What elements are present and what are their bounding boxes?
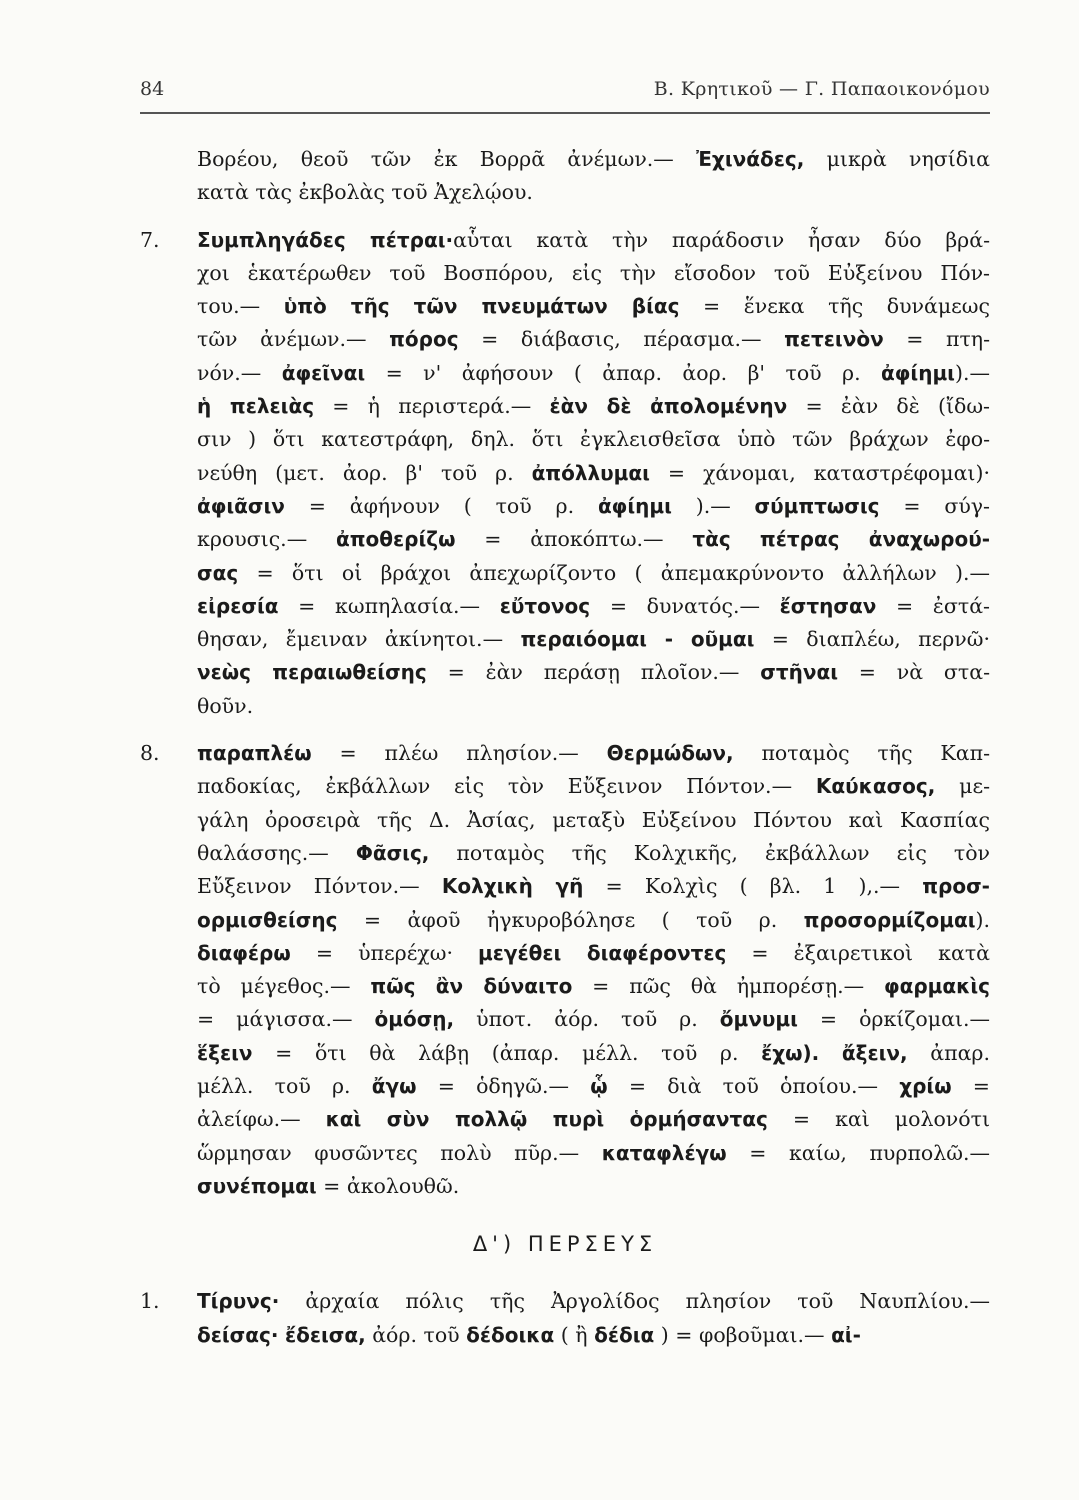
gloss-text: ὥρμησαν φυσῶντες πολὺ πῦρ.— [197, 1140, 602, 1165]
glossed-term: προσορμίζομαι [803, 907, 976, 932]
gloss-text: ἀόρ. τοῦ [365, 1322, 467, 1347]
gloss-text: = κωπηλασία.— [278, 593, 500, 618]
glossed-term: προσ- [922, 874, 990, 899]
gloss-text: = ὁδηγῶ.— [416, 1074, 591, 1099]
text-line [197, 143, 990, 176]
glossed-term: πετεινὸν [784, 327, 884, 352]
glossed-term: στῆναι [760, 660, 838, 685]
text-line [197, 290, 990, 323]
entry-number: 8. [140, 741, 160, 766]
gloss-text: κρουσις.— [197, 527, 336, 552]
gloss-text: = ν' ἀφήσουν ( ἀπαρ. ἀορ. β' τοῦ ρ. [365, 360, 882, 385]
gloss-text: ὑποτ. ἀόρ. τοῦ ρ. [454, 1007, 720, 1032]
glossed-term: συνέπομαι [197, 1173, 317, 1198]
glossed-term: ἔχω). [761, 1040, 820, 1065]
text-line [197, 937, 990, 970]
glossed-term: χρίω [899, 1074, 952, 1099]
text-line [197, 1070, 990, 1103]
gloss-text: = διάβασις, πέρασμα.— [458, 327, 785, 352]
text-line [197, 1319, 990, 1352]
gloss-text: = καὶ μολονότι [767, 1107, 990, 1132]
gloss-text: ). [975, 907, 990, 932]
text-line [197, 390, 990, 423]
glossed-term: ἐὰν δὲ ἀπολομένην [549, 394, 788, 419]
glossed-term: Καύκασος, [815, 774, 936, 799]
gloss-text: = πλέω πλησίον.— [311, 741, 607, 766]
gloss-text: = ἀφήνουν ( τοῦ ρ. [284, 493, 598, 518]
glossed-term: φαρμακὶς [883, 974, 990, 999]
gloss-text: ἀλείφω.— [197, 1107, 326, 1132]
gloss-text: = ὅτι θὰ λάβῃ (ἀπαρ. μέλλ. τοῦ ρ. [252, 1040, 762, 1065]
gloss-text: θησαν, ἔμειναν ἀκίνητοι.— [197, 627, 521, 652]
gloss-text: σιν ) ὅτι κατεστράφη, δηλ. ὅτι ἐγκλεισθεῖσα ὑπὸ τῶν βράχων ἐφο- [197, 427, 990, 452]
gloss-text: = διὰ τοῦ ὁποίου.— [607, 1074, 900, 1099]
gloss-text: νεύθη (μετ. ἀορ. β' τοῦ ρ. [197, 460, 532, 485]
text-line [197, 656, 990, 689]
glossed-term: εἰρεσία [197, 593, 279, 618]
glossed-term: αἰ- [831, 1322, 861, 1347]
entry-number: 1. [140, 1289, 160, 1314]
gloss-text: = ἐξαιρετικοὶ κατὰ [726, 940, 990, 965]
glossed-term: ἀφεῖναι [281, 360, 366, 385]
running-header [140, 78, 990, 104]
gloss-text: = πτη- [883, 327, 990, 352]
glossed-term: ὑπὸ τῆς τῶν πνευμάτων βίας [283, 294, 680, 319]
glossed-term: πῶς ἂν δύναιτο [370, 974, 573, 999]
entry-number: 7. [140, 227, 160, 252]
text-line [197, 970, 990, 1003]
gloss-text: γάλη ὀροσειρὰ τῆς Δ. Ἀσίας, μεταξὺ Εὐξείνου Πόντου καὶ Κασπίας [197, 807, 990, 832]
header-rule [140, 112, 990, 114]
glossed-term: μεγέθει διαφέροντες [478, 940, 727, 965]
gloss-text: ).— [954, 360, 990, 385]
text-line [197, 457, 990, 490]
text-line [197, 770, 990, 803]
glossed-term: ἡ πελειὰς [197, 394, 315, 419]
glossed-term: δέδια [594, 1322, 655, 1347]
text-line [197, 523, 990, 556]
glossed-term: Συμπληγάδες πέτραι· [197, 227, 454, 252]
glossed-term: Φᾶσις, [355, 840, 430, 865]
text-line [197, 590, 990, 623]
gloss-text: = νὰ στα- [837, 660, 990, 685]
section-entries-list [140, 1285, 990, 1352]
glossed-term: καταφλέγω [601, 1140, 727, 1165]
page-number: 84 [140, 78, 165, 100]
gloss-text: τὸ μέγεθος.— [197, 974, 371, 999]
text-line [197, 1037, 990, 1070]
gloss-text: νόν.— [197, 360, 282, 385]
text-line [197, 1170, 990, 1203]
gloss-text: = καίω, πυρπολῶ.— [726, 1140, 990, 1165]
gloss-text: = ὁρκίζομαι.— [797, 1007, 990, 1032]
glossed-term: Θερμώδων, [606, 741, 734, 766]
glossed-term: περαιόομαι - οῦμαι [520, 627, 755, 652]
running-title: Β. Κρητικοῦ — Γ. Παπαοικονόμου [653, 78, 990, 100]
entry [140, 1285, 990, 1352]
glossed-term: δέδοικα [466, 1322, 555, 1347]
gloss-text: = ἕνεκα τῆς δυνάμεως [679, 294, 990, 319]
glossed-term: ὀμόσῃ, [374, 1007, 455, 1032]
gloss-text: ποταμὸς τῆς Καπ- [733, 741, 990, 766]
gloss-text: = χάνομαι, καταστρέφομαι)· [649, 460, 990, 485]
glossed-term: ᾧ [590, 1074, 608, 1099]
text-line [197, 1003, 990, 1036]
glossed-term: ἀποθερίζω [335, 527, 456, 552]
text-line [197, 690, 990, 723]
text-line [197, 1285, 990, 1318]
text-line [197, 623, 990, 656]
gloss-text: = διαπλέω, περνῶ· [754, 627, 990, 652]
gloss-text: Εὔξεινον Πόντον.— [197, 874, 442, 899]
gloss-text: με- [935, 774, 990, 799]
text-line [197, 1137, 990, 1170]
entry [140, 737, 990, 1203]
glossed-term: Κολχικὴ γῆ [441, 874, 584, 899]
gloss-text: θαλάσσης.— [197, 840, 356, 865]
gloss-text: = ἐὰν δὲ (ἴδω- [787, 394, 990, 419]
glossed-term: Ἐχινάδες, [696, 147, 805, 171]
gloss-text: τῶν ἀνέμων.— [197, 327, 390, 352]
glossed-term: εὔτονος [499, 593, 591, 618]
glossed-term: σύμπτωσις [754, 493, 880, 518]
gloss-text: ).— [671, 493, 755, 518]
gloss-text: Βορέου, θεοῦ τῶν ἐκ Βορρᾶ ἀνέμων.— [197, 147, 697, 171]
glossed-term: καὶ σὺν πολλῷ πυρὶ ὁρμήσαντας [325, 1107, 768, 1132]
glossed-term: ἔστησαν [779, 593, 877, 618]
gloss-text: = ἀποκόπτω.— [455, 527, 693, 552]
gloss-text: = ἐστά- [876, 593, 990, 618]
gloss-text: = Κολχὶς ( βλ. 1 ),.— [583, 874, 923, 899]
gloss-text: παδοκίας, ἐκβάλλων εἰς τὸν Εὔξεινον Πόντον.— [197, 774, 816, 799]
text-line [197, 490, 990, 523]
glossed-term: σας [197, 560, 239, 585]
text-line [197, 257, 990, 290]
text-line [197, 804, 990, 837]
glossed-term: Τίρυνς· [197, 1289, 280, 1314]
text-line [197, 557, 990, 590]
text-line [197, 323, 990, 356]
gloss-text: μέλλ. τοῦ ρ. [197, 1074, 372, 1099]
glossed-term: νεὼς περαιωθείσης [197, 660, 427, 685]
glossed-term: ἄγω [371, 1074, 417, 1099]
glossed-term: παραπλέω [197, 741, 312, 766]
gloss-text: = πῶς θὰ ἠμπορέσῃ.— [572, 974, 884, 999]
glossed-term: ορμισθείσης [197, 907, 338, 932]
gloss-text: = δυνατός.— [590, 593, 780, 618]
gloss-text: ἀπαρ. [907, 1040, 990, 1065]
text-line [197, 837, 990, 870]
glossed-term: ἀφίημι [881, 360, 955, 385]
gloss-text: χοι ἑκατέρωθεν τοῦ Βοσπόρου, εἰς τὴν εἴσοδον τοῦ Εὐξείνου Πόν- [197, 260, 990, 285]
entry [140, 224, 990, 723]
entry [140, 143, 990, 210]
gloss-text: = ὑπερέχω· [290, 940, 479, 965]
gloss-text: ( ἢ [554, 1322, 595, 1347]
gloss-text: ) = φοβοῦμαι.— [654, 1322, 832, 1347]
gloss-text: = ἀκολουθῶ. [316, 1173, 460, 1198]
glossed-term: ἀφίημι [597, 493, 672, 518]
gloss-text: = ὅτι οἱ βράχοι ἀπεχωρίζοντο ( ἀπεμακρύνοντο ἀλλήλων ).— [238, 560, 990, 585]
glossed-term: ἀφιᾶσιν [197, 493, 285, 518]
gloss-text: ποταμὸς τῆς Κολχικῆς, ἐκβάλλων εἰς τὸν [429, 840, 990, 865]
gloss-text: = [951, 1074, 990, 1099]
gloss-text: = ἀφοῦ ἠγκυροβόλησε ( τοῦ ρ. [337, 907, 804, 932]
text-line [197, 1103, 990, 1136]
gloss-text: = σύγ- [879, 493, 990, 518]
text-line [197, 423, 990, 456]
glossed-term: ὄμνυμι [719, 1007, 798, 1032]
text-line [197, 357, 990, 390]
gloss-text: ἀρχαία πόλις τῆς Ἀργολίδος πλησίον τοῦ Ναυπλίου.— [279, 1289, 990, 1314]
glossed-term: ἔδεισα, [284, 1322, 366, 1347]
glossed-term: τὰς πέτρας ἀναχωρού- [692, 527, 990, 552]
glossed-term: πόρος [389, 327, 459, 352]
glossed-term: ἄξειν, [841, 1040, 908, 1065]
text-line [197, 737, 990, 770]
glossed-term: διαφέρω [197, 940, 291, 965]
glossed-term: δείσας· [197, 1322, 279, 1347]
text-line [197, 870, 990, 903]
text-line [197, 904, 990, 937]
text-line [197, 176, 990, 209]
gloss-text: μικρὰ νησίδια [804, 147, 990, 171]
section-heading: Δ') ΠΕΡΣΕΥΣ [472, 1232, 658, 1257]
gloss-text: = ἐὰν περάσῃ πλοῖον.— [426, 660, 761, 685]
gloss-text: = μάγισσα.— [197, 1007, 375, 1032]
commentary-text [140, 143, 990, 1352]
gloss-text: αὗται κατὰ τὴν παράδοσιν ἦσαν δύο βρά- [453, 227, 990, 252]
gloss-text: κατὰ τὰς ἐκβολὰς τοῦ Ἀχελῴου. [197, 180, 533, 205]
glossed-term: ἀπόλλυμαι [531, 460, 650, 485]
gloss-text: θοῦν. [197, 693, 254, 718]
gloss-text: = ἡ περιστερά.— [314, 394, 550, 419]
gloss-text [819, 1041, 842, 1065]
entries-list [140, 143, 990, 1203]
text-line [197, 224, 990, 257]
glossed-term: ἕξειν [197, 1040, 253, 1065]
gloss-text: του.— [197, 294, 284, 319]
